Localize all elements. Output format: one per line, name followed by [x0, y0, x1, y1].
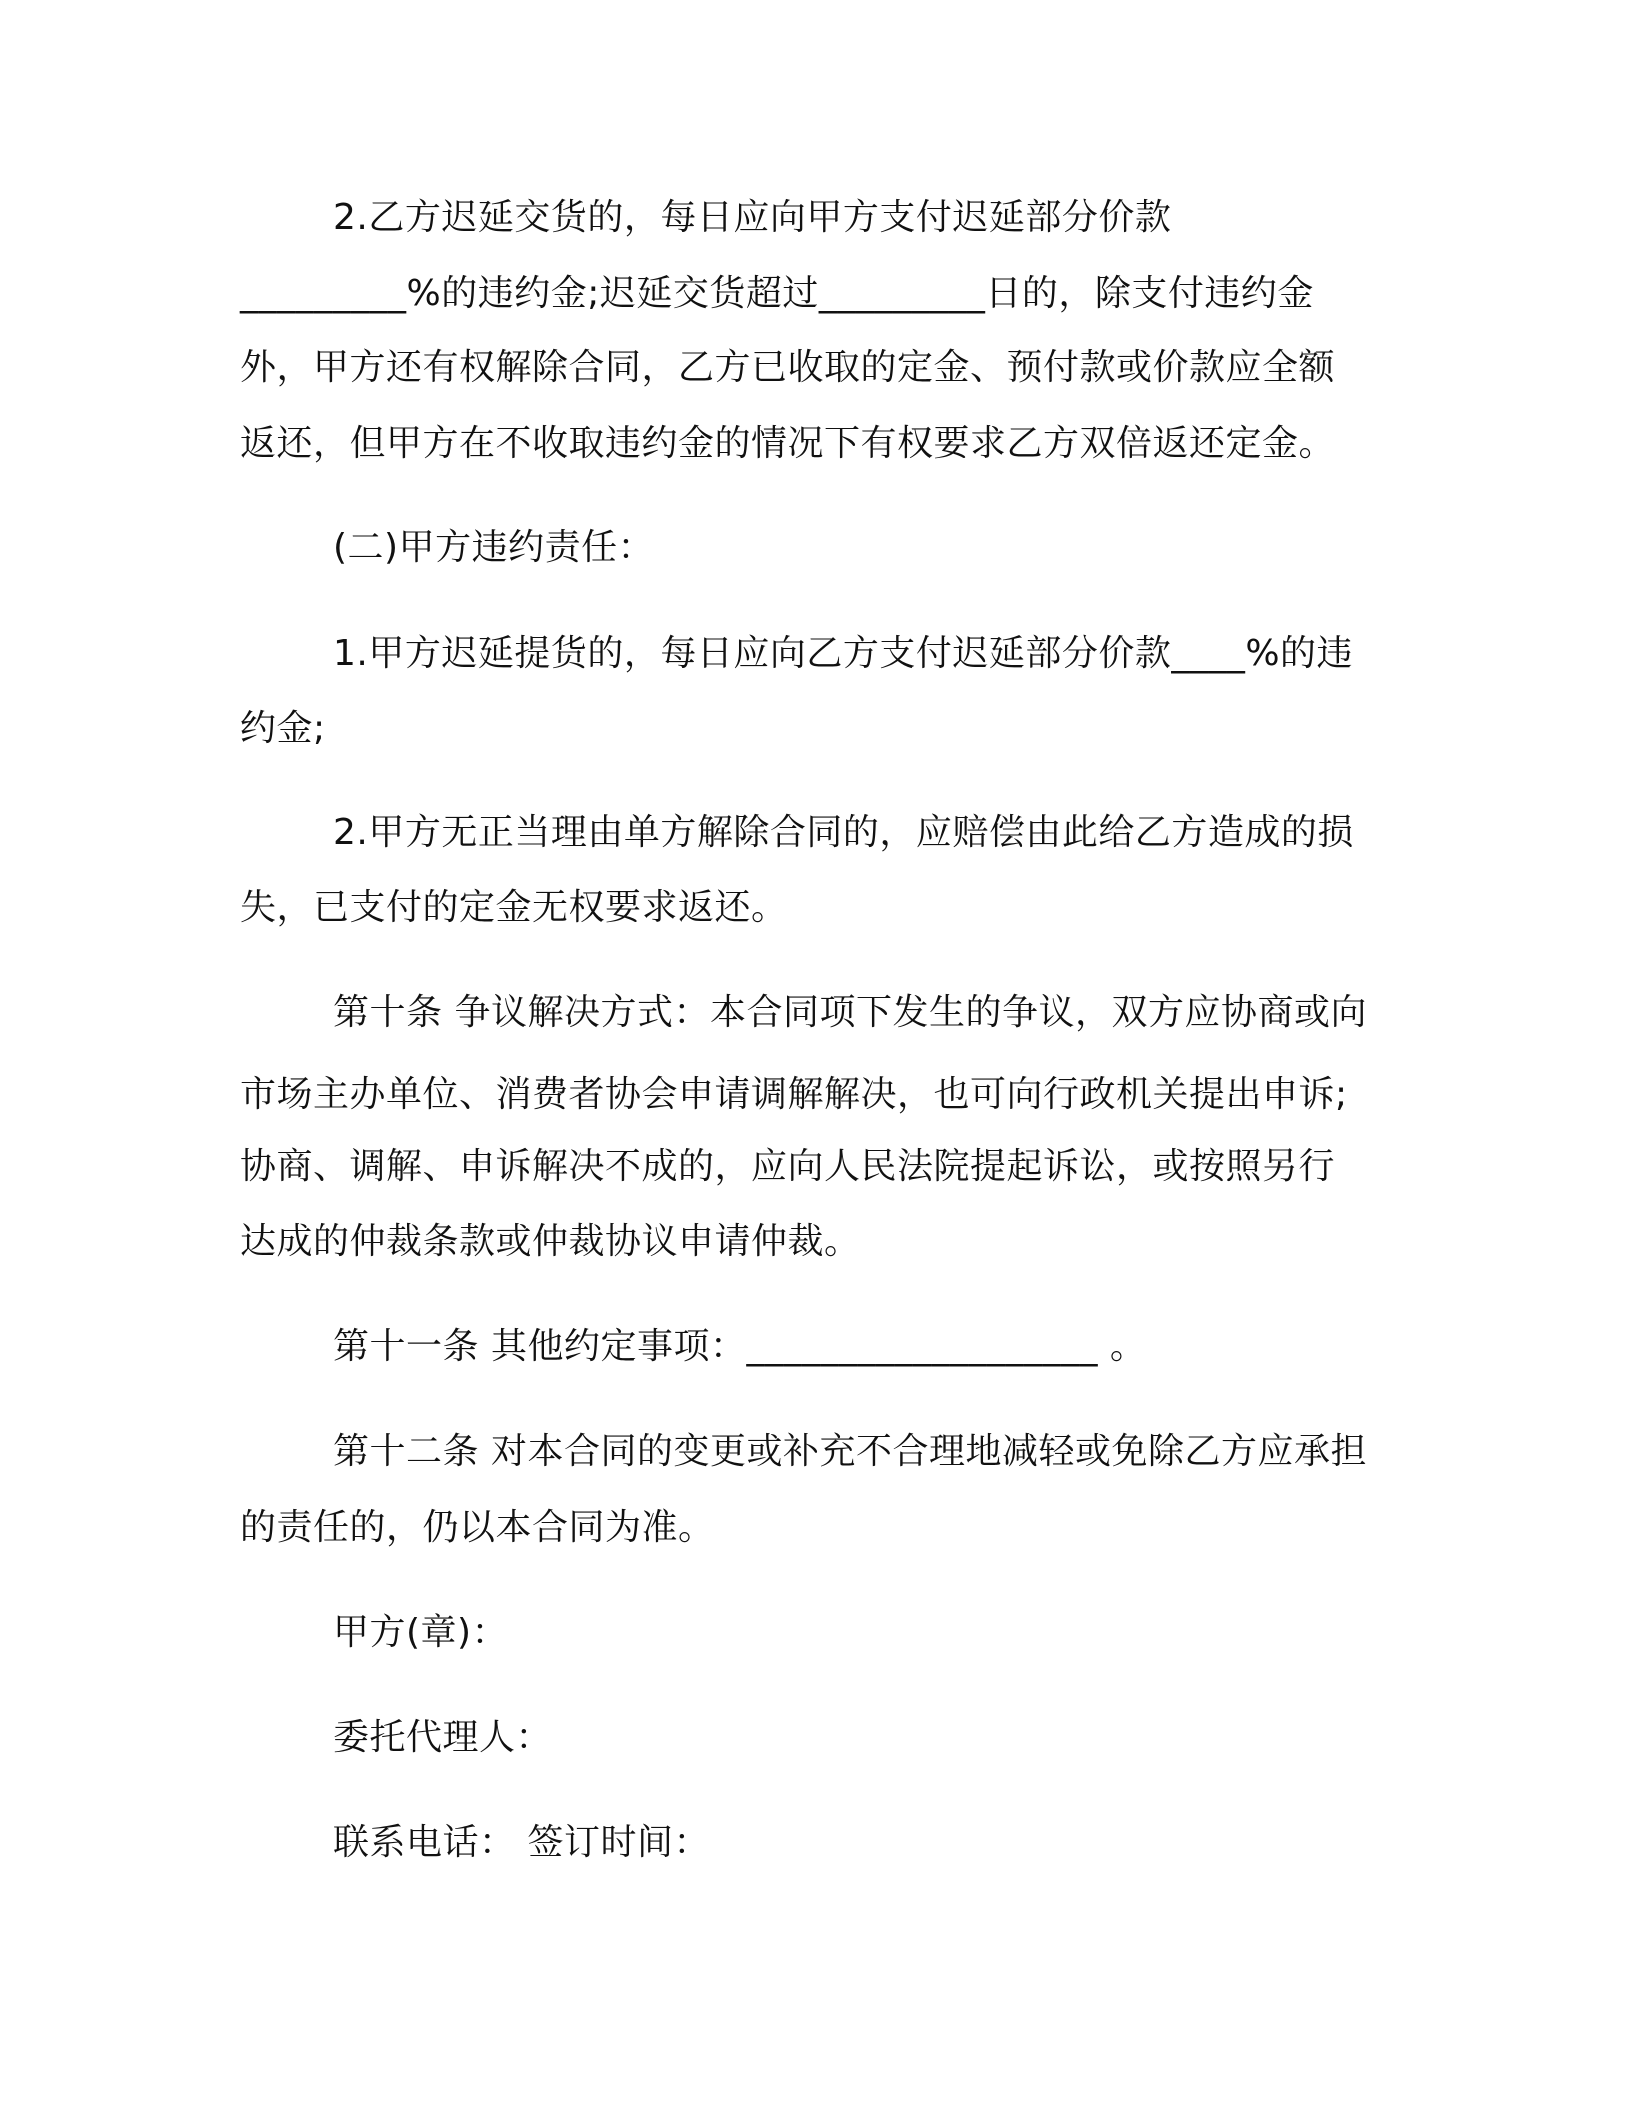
clause-1-buyer-delay-line-2: 约金;: [240, 708, 326, 749]
article-12-amendment-line-1: 第十二条 对本合同的变更或补充不合理地减轻或免除乙方应承担: [333, 1431, 1367, 1472]
clause-2-seller-delay-line-2: _________%的违约金;迟延交货超过_________日的，除支付违约金: [240, 273, 1314, 314]
signature-agent: 委托代理人：: [333, 1717, 553, 1758]
article-10-dispute-line-4: 达成的仲裁条款或仲裁协议申请仲裁。: [240, 1221, 861, 1262]
clause-2-seller-delay-line-3: 外，甲方还有权解除合同，乙方已收取的定金、预付款或价款应全额: [240, 347, 1336, 388]
clause-1-buyer-delay-line-1: 1.甲方迟延提货的，每日应向乙方支付迟延部分价款____%的违: [333, 633, 1354, 674]
signature-party-a-seal: 甲方(章)：: [333, 1612, 509, 1653]
clause-2-seller-delay-line-1: 2.乙方迟延交货的，每日应向甲方支付迟延部分价款: [333, 197, 1172, 238]
signature-phone-and-date: 联系电话： 签订时间：: [333, 1822, 710, 1863]
clause-2-seller-delay-line-4: 返还，但甲方在不收取违约金的情况下有权要求乙方双倍返还定金。: [240, 423, 1336, 464]
section-heading-party-a-liability: (二)甲方违约责任：: [333, 527, 655, 568]
article-11-other-matters: 第十一条 其他约定事项：___________________ 。: [333, 1326, 1147, 1367]
article-10-dispute-line-3: 协商、调解、申诉解决不成的，应向人民法院提起诉讼，或按照另行: [240, 1146, 1336, 1187]
clause-2-buyer-termination-line-2: 失，已支付的定金无权要求返还。: [240, 887, 788, 928]
article-10-dispute-line-1: 第十条 争议解决方式：本合同项下发生的争议，双方应协商或向: [333, 992, 1367, 1033]
article-12-amendment-line-2: 的责任的，仍以本合同为准。: [240, 1507, 715, 1548]
article-10-dispute-line-2: 市场主办单位、消费者协会申请调解解决，也可向行政机关提出申诉;: [240, 1074, 1348, 1115]
clause-2-buyer-termination-line-1: 2.甲方无正当理由单方解除合同的，应赔偿由此给乙方造成的损: [333, 812, 1354, 853]
